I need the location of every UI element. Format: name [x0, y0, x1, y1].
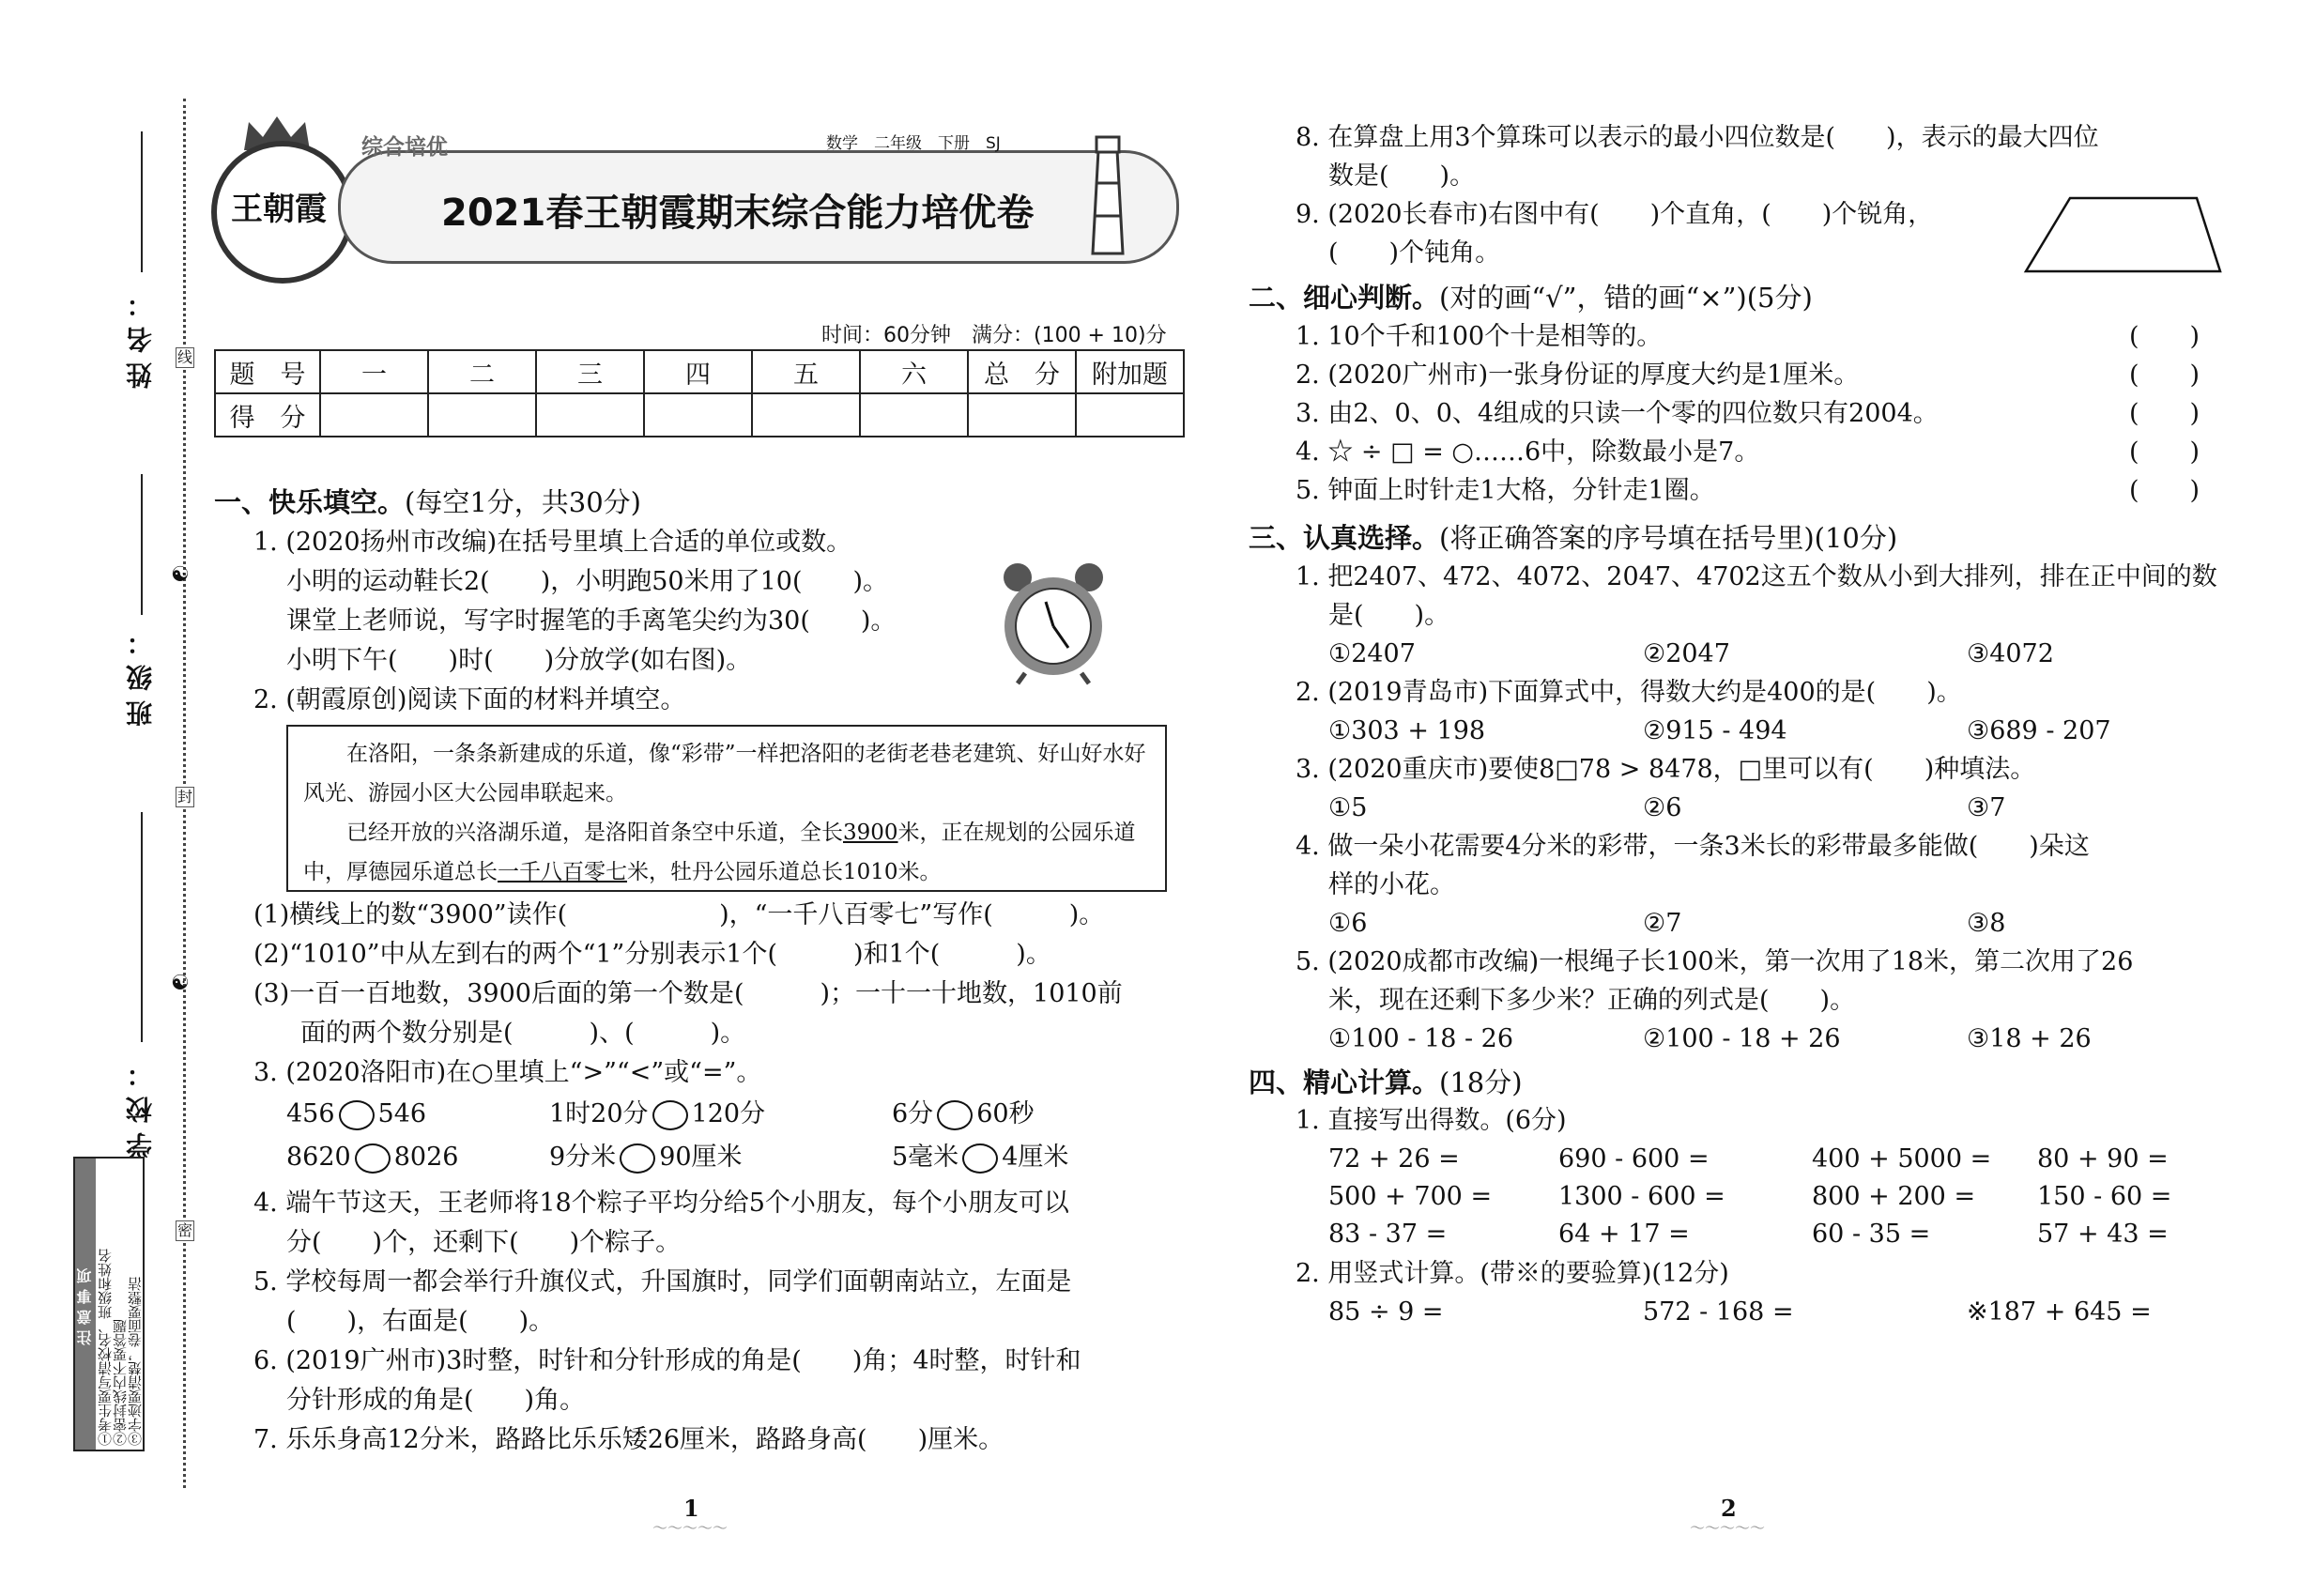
section-note: (对的画“√”，错的画“×”)(5分) — [1439, 282, 1813, 314]
calc-item: ※187 + 645 = — [1967, 1297, 2152, 1327]
score-input-cell[interactable] — [644, 393, 752, 437]
compare-right: 546 — [377, 1099, 427, 1128]
section-title: 三、认真选择。 — [1249, 522, 1440, 554]
score-input-cell[interactable] — [428, 393, 536, 437]
choice-option[interactable]: ②2047 — [1643, 639, 1730, 668]
compare-circle[interactable] — [339, 1100, 375, 1130]
table-cell: 题 号 — [215, 350, 320, 393]
choice-option[interactable]: ③7 — [1967, 793, 2006, 822]
compare-left: 5毫米 — [892, 1143, 959, 1172]
calc-item: 690 - 600 = — [1558, 1144, 1710, 1174]
question-text: (2)“1010”中从左到右的两个“1”分别表示1个( )和1个( )。 — [253, 940, 1051, 969]
question-text: 8. 在算盘上用3个算珠可以表示的最小四位数是( )，表示的最大四位 — [1296, 123, 2099, 152]
choice-option[interactable]: ②7 — [1643, 909, 1682, 938]
table-cell: 一 — [320, 350, 428, 393]
section-2-heading — [1249, 279, 1813, 316]
calc-item: 150 - 60 = — [2037, 1182, 2172, 1211]
table-cell: 六 — [860, 350, 968, 393]
calc-item: 85 ÷ 9 = — [1328, 1297, 1444, 1327]
compare-left: 1时20分 — [549, 1099, 649, 1128]
table-cell: 五 — [752, 350, 860, 393]
side-mark-feng: 封 — [176, 788, 192, 806]
score-input-cell[interactable] — [1076, 393, 1184, 437]
page-ornament-icon: ～～～～～ — [1690, 1519, 1766, 1537]
judge-item: 1. 10个千和100个十是相等的。 — [1296, 322, 1663, 351]
compare-circle[interactable] — [937, 1100, 973, 1130]
school-label: 学校： — [125, 1051, 156, 1159]
passage-text: 米，正在规划的公园乐道中，厚德园乐道总长 — [303, 821, 1136, 884]
section-3-heading — [1249, 519, 1897, 557]
question-text: 1. (2020扬州市改编)在括号里填上合适的单位或数。 — [253, 528, 852, 557]
question-text: 1. 把2407、472、4072、2047、4702这五个数从小到大排列，排在正中间的数 — [1296, 562, 2217, 591]
compare-left: 8620 — [286, 1143, 351, 1172]
judge-answer-parens[interactable]: ( ) — [2129, 476, 2200, 505]
compare-item — [892, 1139, 1068, 1176]
table-cell: 附加题 — [1076, 350, 1184, 393]
series-tag: 综合培优 — [361, 135, 448, 160]
choice-option[interactable]: ③4072 — [1967, 639, 2054, 668]
calc-item: 83 - 37 = — [1328, 1220, 1448, 1249]
choice-option[interactable]: ③689 - 207 — [1967, 716, 2111, 745]
notice-title: 注意事项 — [75, 1159, 96, 1450]
lighthouse-icon — [1080, 131, 1136, 258]
page-number: 1 — [683, 1495, 699, 1522]
compare-right: 90厘米 — [659, 1143, 743, 1172]
compare-item — [549, 1139, 743, 1176]
score-input-cell[interactable] — [860, 393, 968, 437]
name-label: 姓名： — [125, 282, 156, 389]
judge-answer-parens[interactable]: ( ) — [2129, 399, 2200, 428]
question-text: 9. (2020长春市)右图中有( )个直角，( )个锐角， — [1296, 200, 1934, 229]
calc-item: 72 + 26 = — [1328, 1144, 1460, 1174]
page-number: 2 — [1721, 1495, 1737, 1522]
choice-option[interactable]: ③8 — [1967, 909, 2006, 938]
compare-circle[interactable] — [355, 1143, 391, 1174]
notice-box — [73, 1157, 145, 1451]
choice-option[interactable]: ①303 + 198 — [1328, 716, 1486, 745]
alarm-clock-icon — [997, 559, 1110, 685]
score-input-cell[interactable] — [968, 393, 1076, 437]
section-title: 四、精心计算。 — [1249, 1067, 1440, 1098]
compare-right: 4厘米 — [1002, 1143, 1069, 1172]
question-text: 样的小花。 — [1328, 870, 1455, 899]
compare-item — [286, 1096, 426, 1133]
question-text: 2. (2019青岛市)下面算式中，得数大约是400的是( )。 — [1296, 678, 1962, 707]
table-cell: 四 — [644, 350, 752, 393]
calc-item: 57 + 43 = — [2037, 1220, 2169, 1249]
calc-item: 800 + 200 = — [1812, 1182, 1976, 1211]
compare-left: 9分米 — [549, 1143, 617, 1172]
calc-item: 64 + 17 = — [1558, 1220, 1690, 1249]
choice-option[interactable]: ③18 + 26 — [1967, 1024, 2092, 1053]
question-text: 分针形成的角是( )角。 — [286, 1386, 586, 1415]
table-cell: 总 分 — [968, 350, 1076, 393]
judge-answer-parens[interactable]: ( ) — [2129, 361, 2200, 390]
score-table — [214, 349, 1185, 437]
section-title: 一、快乐填空。 — [214, 486, 406, 518]
compare-right: 8026 — [393, 1143, 459, 1172]
exam-time-info: 时间：60分钟 满分：(100 + 10)分 — [821, 324, 1167, 347]
class-label: 班级： — [125, 620, 156, 727]
question-text: ( )个钝角。 — [1328, 238, 1501, 268]
score-input-cell[interactable] — [536, 393, 644, 437]
calc-item: 80 + 90 = — [2037, 1144, 2169, 1174]
table-cell: 得 分 — [215, 393, 320, 437]
calc-item: 1300 - 600 = — [1558, 1182, 1725, 1211]
side-ornament-icon: ☯ — [171, 972, 190, 995]
question-text: 课堂上老师说，写字时握笔的手离笔尖约为30( )。 — [286, 606, 897, 636]
score-input-cell[interactable] — [320, 393, 428, 437]
passage-paragraph — [303, 813, 1150, 892]
section-note: (18分) — [1439, 1067, 1523, 1098]
page-ornament-icon: ～～～～～ — [652, 1519, 728, 1537]
question-text: 5. (2020成都市改编)一根绳子长100米，第一次用了18米，第二次用了26 — [1296, 947, 2134, 976]
compare-circle[interactable] — [962, 1143, 998, 1174]
logo-text: 王朝霞 — [231, 191, 327, 228]
calc-item: 572 - 168 = — [1643, 1297, 1794, 1327]
table-cell: 三 — [536, 350, 644, 393]
question-text: 小明下午( )时( )分放学(如右图)。 — [286, 646, 752, 675]
question-text: (1)横线上的数“3900”读作( )，“一千八百零七”写作( )。 — [253, 900, 1105, 929]
compare-left: 456 — [286, 1099, 335, 1128]
side-ornament-icon: ☯ — [171, 563, 190, 587]
compare-item — [892, 1096, 1035, 1133]
side-mark-mi: 密 — [176, 1221, 192, 1239]
side-mark-xian: 线 — [176, 348, 192, 366]
question-text: 面的两个数分别是( )、( )。 — [300, 1019, 746, 1048]
reading-passage — [286, 725, 1167, 892]
section-4-heading — [1249, 1064, 1523, 1101]
choice-option[interactable]: ①6 — [1328, 909, 1368, 938]
passage-text: 已经开放的兴洛湖乐道，是洛阳首条空中乐道，全长 — [346, 821, 843, 845]
calc-item: 500 + 700 = — [1328, 1182, 1493, 1211]
judge-answer-parens[interactable]: ( ) — [2129, 322, 2200, 351]
notice-item: ③字迹要清楚，卷面要整洁 — [127, 1277, 144, 1446]
score-table-header-row — [215, 350, 1184, 393]
score-table-score-row — [215, 393, 1184, 437]
choice-option[interactable]: ②100 - 18 + 26 — [1643, 1024, 1841, 1053]
compare-right: 60秒 — [976, 1099, 1035, 1128]
class-field[interactable] — [141, 474, 143, 615]
choice-option[interactable]: ②6 — [1643, 793, 1682, 822]
compare-item — [286, 1139, 458, 1176]
notice-item: ①考生要写清校名、班级和姓名 — [97, 1249, 114, 1446]
judge-item: 4. ☆ ÷ □ = ○……6中，除数最小是7。 — [1296, 437, 1760, 467]
question-text: (3)一百一百地数，3900后面的第一个数是( )；一十一十地数，1010前 — [253, 979, 1123, 1008]
section-title: 二、细心判断。 — [1249, 282, 1440, 314]
judge-item: 5. 钟面上时针走1大格，分针走1圈。 — [1296, 476, 1715, 505]
choice-option[interactable]: ①5 — [1328, 793, 1368, 822]
question-text: 数是( )。 — [1328, 161, 1476, 191]
compare-left: 6分 — [892, 1099, 934, 1128]
school-field[interactable] — [141, 812, 143, 1042]
judge-item: 2. (2020广州市)一张身份证的厚度大约是1厘米。 — [1296, 361, 1860, 390]
compare-circle[interactable] — [652, 1100, 688, 1130]
compare-item — [549, 1096, 765, 1133]
table-cell: 二 — [428, 350, 536, 393]
choice-option[interactable]: ①2407 — [1328, 639, 1416, 668]
question-text: 米，现在还剩下多少米？正确的列式是( )。 — [1328, 986, 1856, 1015]
section-note: (每空1分，共30分) — [405, 486, 641, 518]
compare-right: 120分 — [691, 1099, 766, 1128]
page-title: 2021春王朝霞期末综合能力培优卷 — [441, 192, 1035, 235]
trapezoid-figure — [2018, 192, 2230, 277]
choice-option[interactable]: ①100 - 18 - 26 — [1328, 1024, 1514, 1053]
question-text: 4. 做一朵小花需要4分米的彩带，一条3米长的彩带最多能做( )朵这 — [1296, 832, 2090, 861]
question-text: 4. 端午节这天，王老师将18个粽子平均分给5个小朋友，每个小朋友可以 — [253, 1189, 1069, 1218]
question-text: 2. (朝霞原创)阅读下面的材料并填空。 — [253, 685, 686, 714]
passage-text: 米，牡丹公园乐道总长1010米。 — [627, 860, 942, 884]
question-text: 2. 用竖式计算。(带※的要验算)(12分) — [1296, 1259, 1729, 1288]
calc-item: 60 - 35 = — [1812, 1220, 1931, 1249]
section-note: (将正确答案的序号填在括号里)(10分) — [1439, 522, 1898, 554]
question-text: 7. 乐乐身高12分米，路路比乐乐矮26厘米，路路身高( )厘米。 — [253, 1425, 1004, 1454]
question-text: 分( )个，还剩下( )个粽子。 — [286, 1228, 682, 1257]
passage-paragraph: 在洛阳，一条条新建成的乐道，像“彩带”一样把洛阳的老街老巷老建筑、好山好水好风光、游园小区大公园串联起来。 — [303, 742, 1146, 806]
question-text: 小明的运动鞋长2( )，小明跑50米用了10( )。 — [286, 567, 889, 596]
judge-answer-parens[interactable]: ( ) — [2129, 437, 2200, 467]
subject-meta: 数学 二年级 下册 SJ — [826, 134, 1001, 153]
calc-item: 400 + 5000 = — [1812, 1144, 1992, 1174]
question-text: 3. (2020洛阳市)在○里填上“>”“<”或“=”。 — [253, 1058, 762, 1087]
score-input-cell[interactable] — [752, 393, 860, 437]
compare-circle[interactable] — [620, 1143, 655, 1174]
notice-item: ②密封线内不要答题 — [112, 1319, 129, 1446]
question-text: 6. (2019广州市)3时整，时针和分针形成的角是( )角；4时整，时针和 — [253, 1346, 1081, 1375]
section-1-heading — [214, 483, 641, 521]
question-text: 1. 直接写出得数。(6分) — [1296, 1106, 1567, 1135]
passage-underlined-number: 一千八百零七 — [498, 860, 627, 884]
question-text: 3. (2020重庆市)要使8□78 > 8478，□里可以有( )种填法。 — [1296, 755, 2036, 784]
passage-underlined-number: 3900 — [843, 821, 898, 845]
judge-item: 3. 由2、0、0、4组成的只读一个零的四位数只有2004。 — [1296, 399, 1939, 428]
question-text: ( )，右面是( )。 — [286, 1307, 555, 1336]
choice-option[interactable]: ②915 - 494 — [1643, 716, 1787, 745]
question-text: 5. 学校每周一都会举行升旗仪式，升国旗时，同学们面朝南站立，左面是 — [253, 1267, 1072, 1297]
question-text: 是( )。 — [1328, 601, 1450, 630]
name-field[interactable] — [141, 131, 143, 272]
